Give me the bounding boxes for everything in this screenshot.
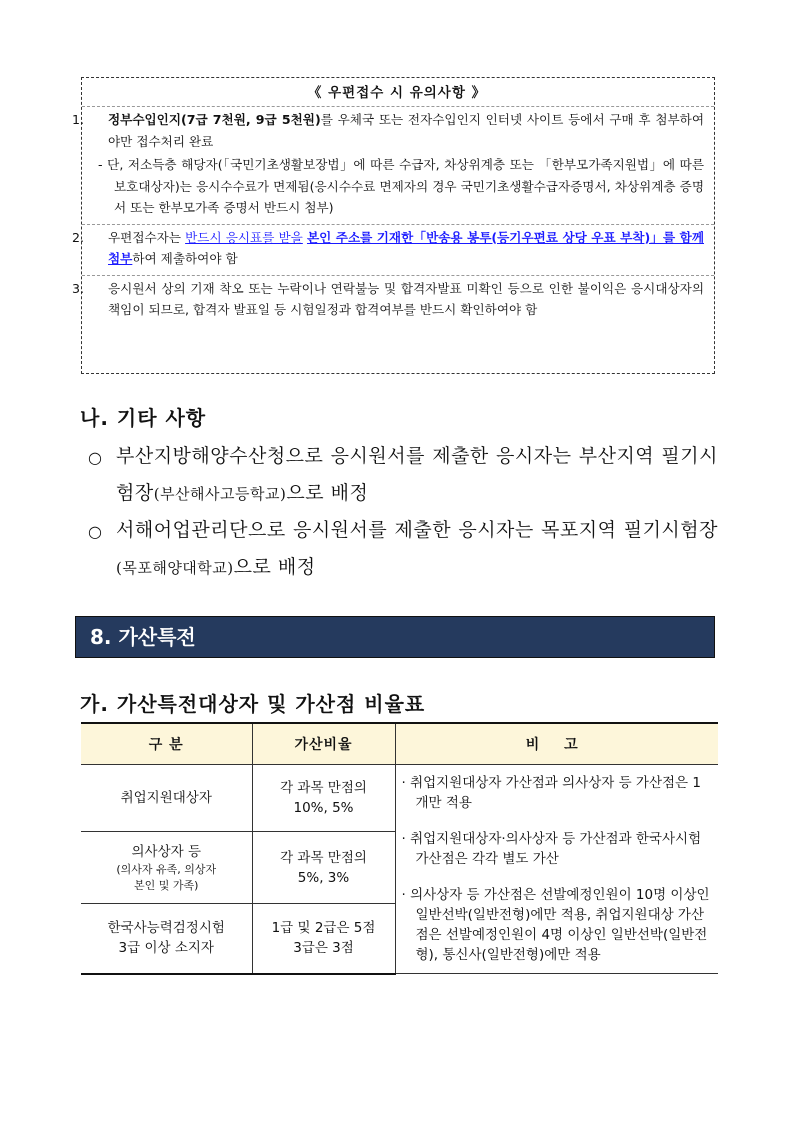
section-8-title-bar: 8. 가산특전 [75,616,715,658]
etc-bullet-2-venue: (목포해양대학교) [116,559,234,577]
row-3-category [81,904,252,974]
notice-item-3-text: 응시원서 상의 기재 착오 또는 누락이나 연락불능 및 합격자발표 미확인 등으로 인한 불이익은 응시대상자의 책임이 되므로, 합격자 발표일 등 시험일정과 합격여부를 반드시 확인하여야 함 [108,280,704,317]
remark-3: · 의사상자 등 가산점은 선발예정인원이 10명 이상인 일반선박(일반전형)에만 적용, 취업지원대상 가산점은 선발예정인원이 4명 이상인 일반선박(일반전형), 통신사(일반전형)에만 적용 [401,887,710,963]
row-2-category-main: 의사상자 등 [131,843,201,860]
remark-1: · 취업지원대상자 가산점과 의사상자 등 가산점은 1개만 적용 [401,775,701,811]
row-1-rate-line2: 10%, 5% [293,800,354,816]
row-3-rate [252,904,395,974]
row-2-rate-line1: 각 과목 만점의 [280,849,367,866]
etc-bullet-1-venue: (부산해사고등학교) [153,485,287,503]
etc-bullet-1-main: 부산지방해양수산청으로 응시원서를 제출한 응시자는 부산지역 필기시험장 [116,445,718,504]
row-1-category: 취업지원대상자 [81,765,252,832]
notice-divider [82,106,714,107]
circle-bullet-icon: ○ [88,448,102,467]
row-1-rate-line1: 각 과목 만점의 [280,780,367,796]
circle-bullet-icon: ○ [88,522,102,541]
notice-item-2-pre: 우편접수자는 [108,229,186,245]
row-3-category-line2: 3급 이상 소지자 [118,940,214,957]
notice-divider [82,275,714,276]
etc-bullet-1 [88,438,718,513]
remarks-cell [395,765,718,974]
notice-divider [82,224,714,225]
header-rate: 가산비율 [252,723,395,765]
notice-item-1-sub: - 단, 저소득층 해당자(「국민기초생활보장법」에 따른 수급자, 차상위계층 또는 「한부모가족지원법」에 따른 보호대상자)는 응시수수료가 면제됨(응시수수료 면제자의 경우 국민기초생활수급자증명서, 차상위계층 증명서 또는 한부모가족 증명서 반드시 첨부) [98,157,704,215]
notice-item-2-underlined: 반드시 응시표를 받을 [185,229,303,245]
etc-bullet-2-end: 으로 배정 [233,556,316,578]
row-1-rate [252,765,395,832]
row-2-rate-line2: 5%, 3% [297,869,350,886]
row-2-category-sub2: 본인 및 가족) [134,878,199,892]
notice-item-2 [72,227,704,270]
notice-item-3-number: 3. [72,280,85,296]
row-3-rate-line1: 1급 및 2급은 5점 [271,920,376,937]
row-2-category-sub1: (의사자 유족, 의상자 [116,862,217,876]
section-na-heading: 나. 기타 사항 [80,406,207,430]
row-3-rate-line2: 3급은 3점 [293,940,354,957]
notice-item-2-number: 2. [72,229,85,245]
remark-2: · 취업지원대상자·의사상자 등 가산점과 한국사시험 가산점은 각각 별도 가산 [401,831,702,867]
bonus-points-table [81,722,718,975]
notice-title: 《 우편접수 시 유의사항 》 [307,85,487,101]
row-2-rate [252,832,395,904]
notice-item-1-bold: 정부수입인지(7급 7천원, 9급 5천원) [108,112,321,127]
notice-item-1 [72,109,704,152]
table-row [81,765,718,832]
etc-bullet-2-main: 서해어업관리단으로 응시원서를 제출한 응시자는 목포지역 필기시험장 [116,519,718,541]
header-remarks: 비 고 [395,723,718,765]
etc-bullet-2 [88,512,718,587]
row-2-category [81,832,252,904]
notice-item-2-underlined-bold: 본인 주소를 기재한「반송용 봉투(등기우편료 상당 우표 부착)」를 함께 첨부 [108,229,704,266]
notice-item-1-number: 1. [72,112,85,127]
notice-item-1-text: 를 우체국 또는 전자수입인지 인터넷 사이트 등에서 구매 후 첨부하여야만 접수처리 완료 [108,112,704,149]
postal-notice-box [72,77,715,374]
notice-item-3 [72,278,704,321]
table-header-row [81,723,718,765]
etc-bullet-1-end: 으로 배정 [286,482,369,504]
notice-item-2-post: 하여 제출하여야 함 [132,251,238,266]
section-ga-heading: 가. 가산특전대상자 및 가산점 비율표 [80,692,426,716]
header-category: 구 분 [81,723,252,765]
row-3-category-line1: 한국사능력검정시험 [107,920,225,937]
